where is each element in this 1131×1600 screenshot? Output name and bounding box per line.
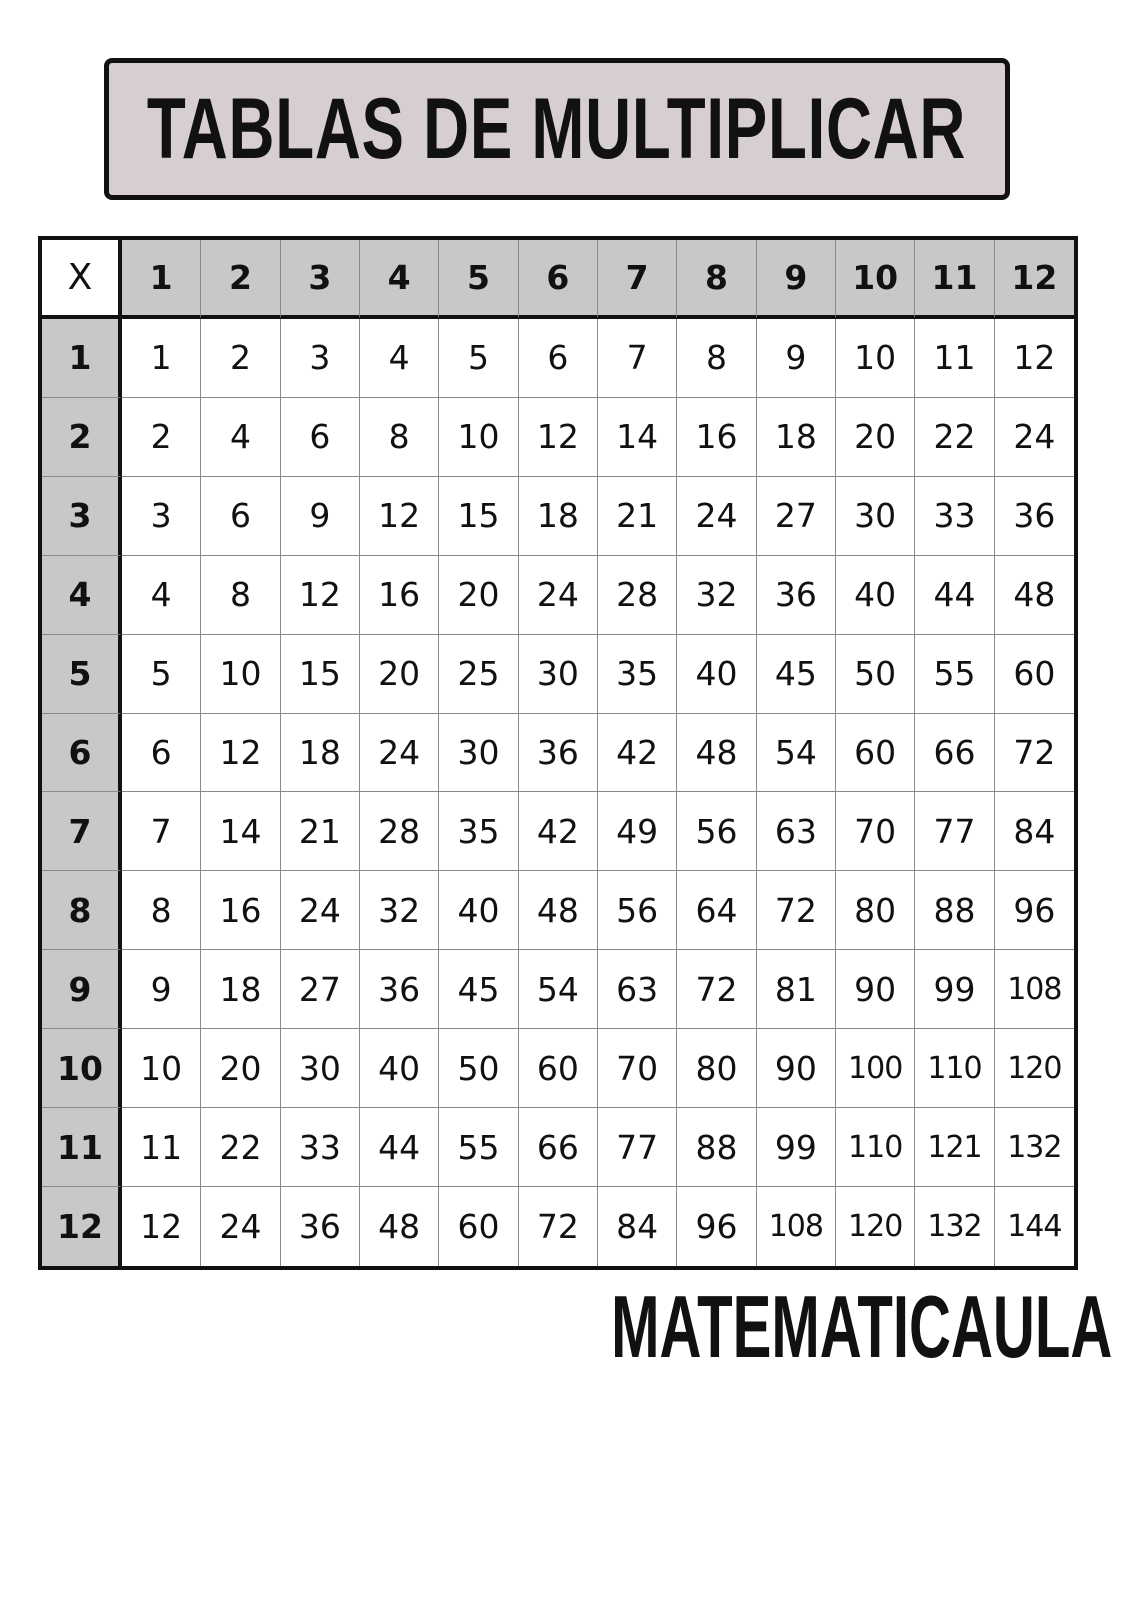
table-cell: 10 [439, 398, 518, 477]
table-cell: 25 [439, 635, 518, 714]
table-cell: 84 [995, 792, 1074, 871]
table-cell: 108 [757, 1187, 836, 1266]
table-cell: 132 [915, 1187, 994, 1266]
table-cell: 35 [439, 792, 518, 871]
table-cell: 48 [519, 871, 598, 950]
column-header: 10 [836, 240, 915, 319]
table-cell: 50 [439, 1029, 518, 1108]
table-cell: 99 [915, 950, 994, 1029]
table-cell: 32 [360, 871, 439, 950]
table-cell: 24 [519, 556, 598, 635]
table-cell: 45 [439, 950, 518, 1029]
column-header: 8 [677, 240, 756, 319]
table-cell: 88 [915, 871, 994, 950]
table-cell: 132 [995, 1108, 1074, 1187]
table-cell: 6 [201, 477, 280, 556]
table-cell: 35 [598, 635, 677, 714]
table-cell: 18 [757, 398, 836, 477]
table-cell: 3 [281, 319, 360, 398]
table-cell: 40 [836, 556, 915, 635]
table-cell: 110 [836, 1108, 915, 1187]
table-cell: 5 [122, 635, 201, 714]
table-cell: 8 [201, 556, 280, 635]
table-cell: 11 [915, 319, 994, 398]
table-cell: 80 [836, 871, 915, 950]
table-cell: 30 [836, 477, 915, 556]
row-header: 12 [42, 1187, 122, 1266]
table-cell: 15 [281, 635, 360, 714]
table-cell: 54 [757, 714, 836, 793]
table-cell: 66 [915, 714, 994, 793]
table-cell: 80 [677, 1029, 756, 1108]
table-cell: 50 [836, 635, 915, 714]
table-cell: 27 [281, 950, 360, 1029]
column-header: 3 [281, 240, 360, 319]
table-cell: 100 [836, 1029, 915, 1108]
table-cell: 12 [281, 556, 360, 635]
row-header: 4 [42, 556, 122, 635]
table-cell: 60 [439, 1187, 518, 1266]
table-cell: 22 [915, 398, 994, 477]
table-cell: 60 [519, 1029, 598, 1108]
table-cell: 55 [915, 635, 994, 714]
table-cell: 77 [915, 792, 994, 871]
table-cell: 42 [519, 792, 598, 871]
table-cell: 40 [439, 871, 518, 950]
table-cell: 21 [598, 477, 677, 556]
table-cell: 36 [519, 714, 598, 793]
table-cell: 144 [995, 1187, 1074, 1266]
column-header: 1 [122, 240, 201, 319]
table-cell: 48 [677, 714, 756, 793]
row-header: 5 [42, 635, 122, 714]
table-cell: 81 [757, 950, 836, 1029]
column-header: 5 [439, 240, 518, 319]
table-cell: 9 [122, 950, 201, 1029]
table-cell: 14 [598, 398, 677, 477]
table-cell: 121 [915, 1108, 994, 1187]
table-cell: 27 [757, 477, 836, 556]
row-header: 7 [42, 792, 122, 871]
table-cell: 10 [201, 635, 280, 714]
table-cell: 48 [995, 556, 1074, 635]
table-cell: 24 [201, 1187, 280, 1266]
row-header: 9 [42, 950, 122, 1029]
table-cell: 42 [598, 714, 677, 793]
table-cell: 49 [598, 792, 677, 871]
table-cell: 12 [360, 477, 439, 556]
table-cell: 33 [915, 477, 994, 556]
table-cell: 8 [122, 871, 201, 950]
table-cell: 9 [281, 477, 360, 556]
table-cell: 12 [122, 1187, 201, 1266]
table-cell: 5 [439, 319, 518, 398]
table-cell: 11 [122, 1108, 201, 1187]
table-cell: 90 [836, 950, 915, 1029]
table-cell: 45 [757, 635, 836, 714]
table-cell: 96 [677, 1187, 756, 1266]
table-cell: 12 [519, 398, 598, 477]
table-cell: 20 [360, 635, 439, 714]
column-header: 6 [519, 240, 598, 319]
column-header: 4 [360, 240, 439, 319]
table-cell: 3 [122, 477, 201, 556]
table-cell: 30 [519, 635, 598, 714]
table-cell: 40 [677, 635, 756, 714]
brand-footer [572, 1277, 1112, 1376]
table-cell: 72 [677, 950, 756, 1029]
row-header: 1 [42, 319, 122, 398]
table-cell: 40 [360, 1029, 439, 1108]
table-cell: 6 [281, 398, 360, 477]
table-cell: 24 [281, 871, 360, 950]
table-cell: 1 [122, 319, 201, 398]
table-cell: 30 [281, 1029, 360, 1108]
multiplication-table [38, 236, 1078, 1270]
table-cell: 16 [360, 556, 439, 635]
table-cell: 36 [281, 1187, 360, 1266]
brand-name: MATEMATICAULA [610, 1277, 1112, 1376]
table-cell: 10 [122, 1029, 201, 1108]
table-cell: 9 [757, 319, 836, 398]
column-header: 2 [201, 240, 280, 319]
column-header: 7 [598, 240, 677, 319]
table-cell: 66 [519, 1108, 598, 1187]
table-cell: 24 [677, 477, 756, 556]
table-cell: 36 [995, 477, 1074, 556]
table-cell: 2 [201, 319, 280, 398]
table-cell: 6 [519, 319, 598, 398]
table-cell: 12 [201, 714, 280, 793]
table-cell: 110 [915, 1029, 994, 1108]
column-header: 9 [757, 240, 836, 319]
table-cell: 99 [757, 1108, 836, 1187]
table-cell: 36 [757, 556, 836, 635]
page-title: TABLAS DE MULTIPLICAR [147, 80, 967, 177]
table-cell: 22 [201, 1108, 280, 1187]
column-header: 12 [995, 240, 1074, 319]
table-cell: 20 [836, 398, 915, 477]
table-cell: 33 [281, 1108, 360, 1187]
table-cell: 8 [360, 398, 439, 477]
table-cell: 90 [757, 1029, 836, 1108]
corner-cell: X [42, 240, 122, 319]
table-cell: 72 [995, 714, 1074, 793]
table-cell: 18 [519, 477, 598, 556]
table-cell: 6 [122, 714, 201, 793]
row-header: 3 [42, 477, 122, 556]
title-banner [104, 58, 1010, 200]
table-cell: 30 [439, 714, 518, 793]
table-cell: 96 [995, 871, 1074, 950]
table-cell: 55 [439, 1108, 518, 1187]
table-cell: 77 [598, 1108, 677, 1187]
table-cell: 15 [439, 477, 518, 556]
table-cell: 14 [201, 792, 280, 871]
table-cell: 24 [995, 398, 1074, 477]
table-cell: 72 [519, 1187, 598, 1266]
table-cell: 4 [122, 556, 201, 635]
table-cell: 64 [677, 871, 756, 950]
table-cell: 88 [677, 1108, 756, 1187]
table-cell: 10 [836, 319, 915, 398]
table-cell: 56 [677, 792, 756, 871]
row-header: 11 [42, 1108, 122, 1187]
table-cell: 4 [360, 319, 439, 398]
row-header: 8 [42, 871, 122, 950]
table-cell: 32 [677, 556, 756, 635]
table-cell: 12 [995, 319, 1074, 398]
table-cell: 28 [360, 792, 439, 871]
table-cell: 54 [519, 950, 598, 1029]
table-cell: 16 [201, 871, 280, 950]
table-cell: 60 [995, 635, 1074, 714]
table-cell: 56 [598, 871, 677, 950]
table-cell: 72 [757, 871, 836, 950]
table-cell: 84 [598, 1187, 677, 1266]
table-cell: 108 [995, 950, 1074, 1029]
table-cell: 60 [836, 714, 915, 793]
table-cell: 70 [598, 1029, 677, 1108]
row-header: 6 [42, 714, 122, 793]
table-cell: 18 [281, 714, 360, 793]
table-cell: 2 [122, 398, 201, 477]
table-cell: 48 [360, 1187, 439, 1266]
table-cell: 18 [201, 950, 280, 1029]
table-cell: 20 [439, 556, 518, 635]
row-header: 10 [42, 1029, 122, 1108]
table-cell: 28 [598, 556, 677, 635]
table-cell: 63 [757, 792, 836, 871]
row-header: 2 [42, 398, 122, 477]
table-cell: 24 [360, 714, 439, 793]
table-cell: 120 [995, 1029, 1074, 1108]
table-cell: 7 [598, 319, 677, 398]
column-header: 11 [915, 240, 994, 319]
table-cell: 8 [677, 319, 756, 398]
table-cell: 63 [598, 950, 677, 1029]
table-cell: 20 [201, 1029, 280, 1108]
table-cell: 120 [836, 1187, 915, 1266]
table-cell: 70 [836, 792, 915, 871]
table-cell: 21 [281, 792, 360, 871]
table-cell: 16 [677, 398, 756, 477]
table-cell: 7 [122, 792, 201, 871]
table-cell: 44 [915, 556, 994, 635]
table-cell: 4 [201, 398, 280, 477]
table-cell: 44 [360, 1108, 439, 1187]
table-cell: 36 [360, 950, 439, 1029]
